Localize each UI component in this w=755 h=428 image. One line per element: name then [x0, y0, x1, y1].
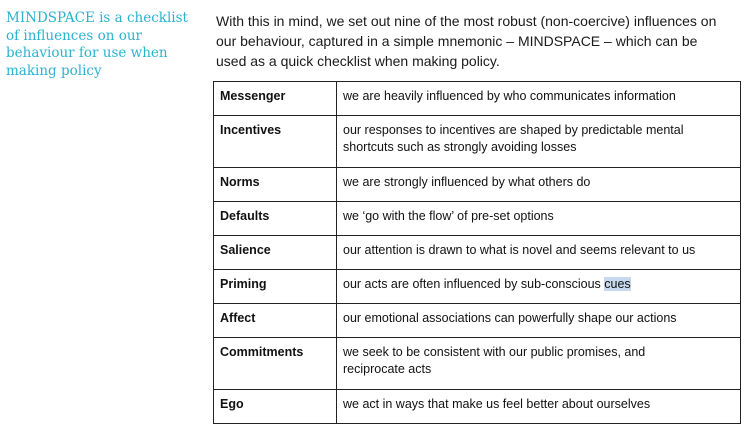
margin-note-line: MINDSPACE is a checklist: [6, 10, 188, 26]
table-row-messenger: [214, 82, 741, 116]
term-cell: Salience: [214, 236, 337, 270]
table-row-ego: [214, 390, 741, 424]
intro-paragraph: [216, 11, 751, 71]
description-line: we are strongly influenced by what others do: [343, 175, 591, 189]
description-cell: [337, 82, 741, 116]
term-cell: Incentives: [214, 116, 337, 168]
description-line: we ‘go with the flow’ of pre-set options: [343, 209, 554, 223]
margin-note-line: making policy: [6, 62, 102, 79]
description-line: we seek to be consistent with our public promises, and: [343, 345, 646, 359]
description-cell: [337, 116, 741, 168]
term-cell: Priming: [214, 270, 337, 304]
term-cell: Affect: [214, 304, 337, 338]
description-cell: [337, 270, 741, 304]
table-row-salience: [214, 236, 741, 270]
description-line: [343, 276, 734, 293]
margin-note-line: of influences on our: [6, 27, 142, 44]
description-line: shortcuts such as strongly avoiding losses: [343, 140, 577, 154]
table-row-priming: [214, 270, 741, 304]
description-text: our acts are often influenced by sub-conscious: [343, 277, 605, 291]
highlighted-word[interactable]: cues: [604, 277, 631, 291]
description-cell: [337, 338, 741, 390]
margin-note-line: behaviour for use when: [6, 45, 168, 61]
intro-line: With this in mind, we set out nine of the most robust (non-coercive) influences on: [216, 13, 717, 29]
term-cell: Defaults: [214, 202, 337, 236]
description-cell: [337, 202, 741, 236]
term-cell: Norms: [214, 168, 337, 202]
description-cell: [337, 236, 741, 270]
description-line: reciprocate acts: [343, 362, 432, 376]
description-cell: [337, 390, 741, 424]
description-cell: [337, 304, 741, 338]
description-cell: [337, 168, 741, 202]
description-line: our emotional associations can powerfully shape our actions: [343, 311, 677, 325]
term-cell: Commitments: [214, 338, 337, 390]
table-row-incentives: [214, 116, 741, 168]
table-row-defaults: [214, 202, 741, 236]
description-line: our attention is drawn to what is novel and seems relevant to us: [343, 243, 696, 257]
intro-line: our behaviour, captured in a simple mnemonic – MINDSPACE – which can be: [216, 33, 698, 49]
description-line: we act in ways that make us feel better about ourselves: [343, 397, 651, 411]
intro-line: used as a quick checklist when making policy.: [216, 53, 500, 69]
table-row-commitments: [214, 338, 741, 390]
term-cell: Ego: [214, 390, 337, 424]
description-line: our responses to incentives are shaped by predictable mental: [343, 123, 684, 137]
term-cell: Messenger: [214, 82, 337, 116]
mindspace-table: [213, 81, 741, 424]
description-line: we are heavily influenced by who communicates information: [343, 89, 676, 103]
table-row-affect: [214, 304, 741, 338]
table-row-norms: [214, 168, 741, 202]
margin-note: [6, 10, 196, 80]
